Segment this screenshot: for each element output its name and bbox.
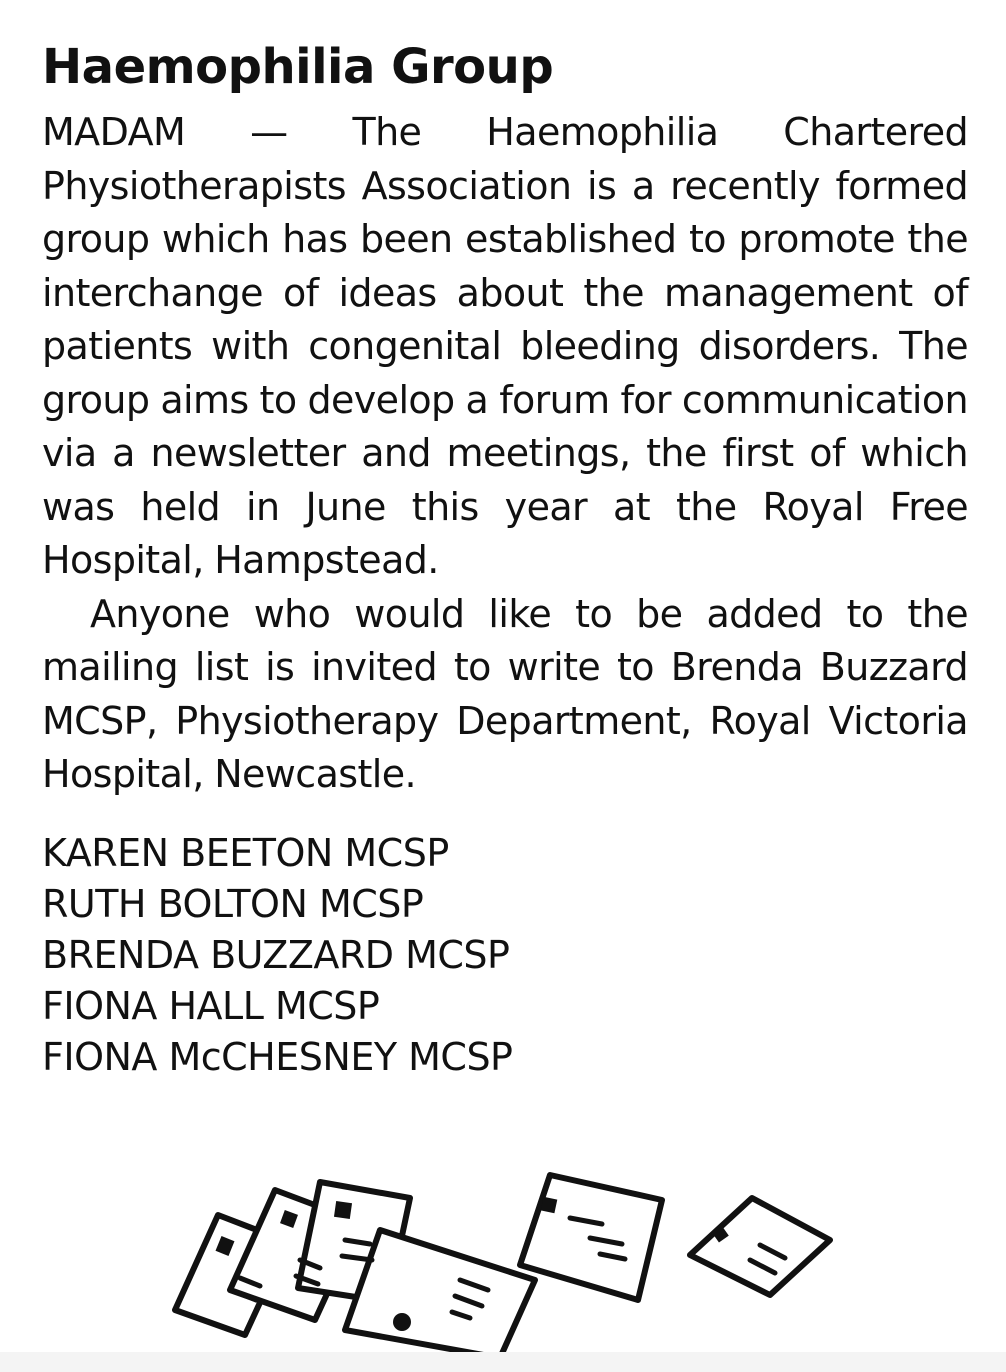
signatory-list [42,828,968,1083]
letter-article [42,36,968,1083]
page-bottom-edge [0,1352,1006,1372]
signatory: FIONA HALL MCSP [42,983,380,1028]
scattered-letters-illustration-icon [170,1160,850,1360]
signatory: FIONA McCHESNEY MCSP [42,1034,513,1079]
signatory: BRENDA BUZZARD MCSP [42,932,510,977]
signatory: RUTH BOLTON MCSP [42,881,424,926]
letter-paragraph-1: MADAM — The Haemophilia Chartered Physiotherapists Association is a recently formed group which has been established to promote the interchange of ideas about the management of patients with congenital bleeding disorders. The group aims to develop a forum for communication via a newsletter and meetings, the first of which was held in June this year at the Royal Free Hospital, Hampstead. [42,110,968,582]
signatory: KAREN BEETON MCSP [42,830,449,875]
letter-paragraph-2: Anyone who would like to be added to the mailing list is invited to write to Brenda Buzzard MCSP, Physiotherapy Department, Royal Victoria Hospital, Newcastle. [42,591,968,796]
article-title: Haemophilia Group [42,39,554,95]
